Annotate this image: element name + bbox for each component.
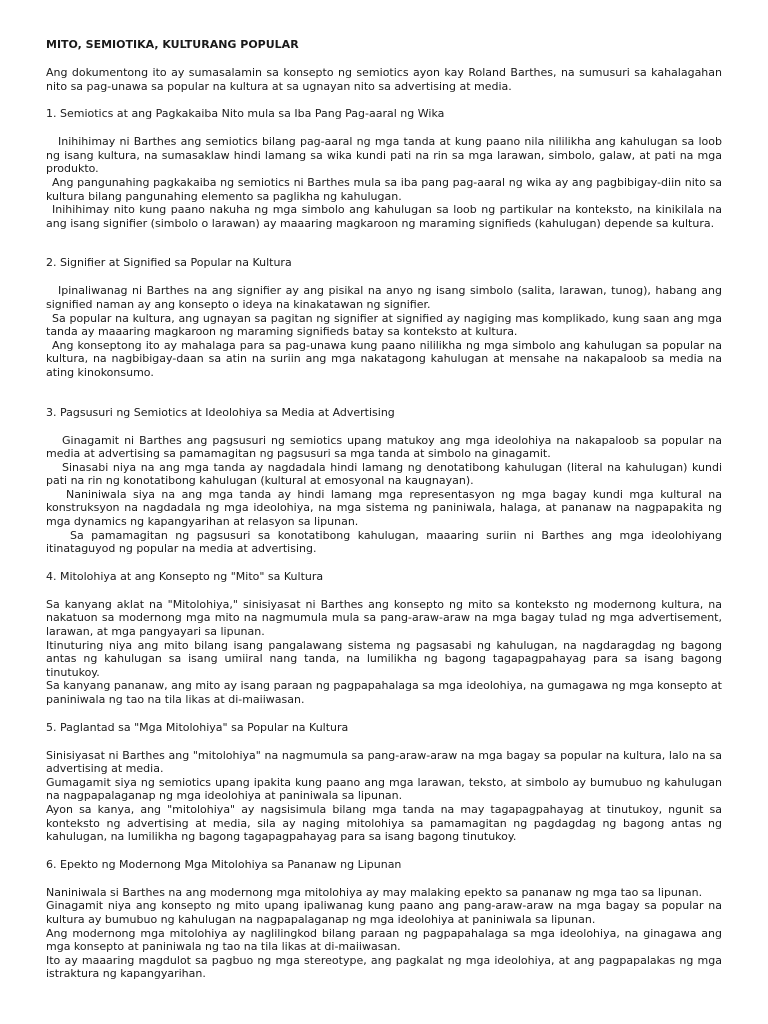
intro-paragraph: Ang dokumentong ito ay sumasalamin sa konsepto ng semiotics ayon kay Roland Barthes, na sumusuri sa kahalagahan nito sa pag-unawa sa popular na kultura at sa ugnayan nito sa advertising at media. [46,66,722,93]
section-3-paragraph-1: Ginagamit ni Barthes ang pagsusuri ng semiotics upang matukoy ang mga ideolohiya na nakapaloob sa popular na media at advertising sa pamamagitan ng pagsusuri sa mga tanda at simbolo na ginagamit. [46,433,722,461]
section-1-paragraph-2: Ang pangunahing pagkakaiba ng semiotics ni Barthes mula sa iba pang pag-aaral ng wika ay ang pagbibigay-diin nito sa kultura bilang pangunahing elemento sa paglikha ng kahulugan. [46,175,722,203]
section-heading-4: 4. Mitolohiya at ang Konsepto ng "Mito" sa Kultura [46,569,324,583]
section-heading-5: 5. Paglantad sa "Mga Mitolohiya" sa Popular na Kultura [46,720,349,734]
section-4-paragraph-3: Sa kanyang pananaw, ang mito ay isang paraan ng pagpapahalaga sa mga ideolohiya, na gumagawa ng mga konsepto at paniniwala ng tao na tila likas at di-maiiwasan. [46,679,722,706]
section-1-paragraph-3: Inihihimay nito kung paano nakuha ng mga simbolo ang kahulugan sa loob ng partikular na konteksto, na kinikilala na ang isang signifier (simbolo o larawan) ay maaaring magkaroon ng maraming signifieds (kahulugan) depende sa kultura. [46,203,722,230]
section-2-paragraph-3: Ang konseptong ito ay mahalaga para sa pag-unawa kung paano nililikha ng mga simbolo ang kahulugan sa popular na kultura, na nagbibigay-daan sa atin na suriin ang mga nakatagong kahulugan at mensahe na nakapaloob sa media na ating kinokonsumo. [46,338,722,379]
section-4-paragraph-1: Sa kanyang aklat na "Mitolohiya," sinisiyasat ni Barthes ang konsepto ng mito sa konteksto ng modernong kultura, na nakatuon sa modernong mga mito na nagmumula mula sa pang-araw-araw na mga bagay tulad ng mga advertisement, larawan, at mga pangyayari sa lipunan. [46,597,722,639]
section-3-paragraph-4: Sa pamamagitan ng pagsusuri sa konotatibong kahulugan, maaaring suriin ni Barthes ang mga ideolohiyang itinataguyod ng popular na media at advertising. [46,528,722,556]
section-5-paragraph-1: Sinisiyasat ni Barthes ang "mitolohiya" na nagmumula sa pang-araw-araw na mga bagay sa popular na kultura, lalo na sa advertising at media. [46,748,722,776]
section-heading-3: 3. Pagsusuri ng Semiotics at Ideolohiya sa Media at Advertising [46,405,395,419]
document-title: MITO, SEMIOTIKA, KULTURANG POPULAR [46,38,299,51]
section-6-paragraph-3: Ang modernong mga mitolohiya ay naglilingkod bilang paraan ng pagpapahalaga sa mga ideolohiya, na ginagawa ang mga konsepto at paniniwala ng tao na tila likas at di-maiiwasan. [46,926,722,954]
section-3-paragraph-3: Naniniwala siya na ang mga tanda ay hindi lamang mga representasyon ng mga bagay kundi mga kultural na konstruksyon na nagdadala ng mga ideolohiya, na mga sistema ng paniniwala, halaga, at pananaw na nagpapakita ng mga dynamics ng kapangyarihan at relasyon sa lipunan. [46,487,722,529]
section-4-paragraph-2: Itinuturing niya ang mito bilang isang pangalawang sistema ng pagsasabi ng kahulugan, na nagdaragdag ng bagong antas ng kahulugan sa isang umiiral nang tanda, na lumilikha ng bagong tagapagpahayag para sa isang bagong tinutukoy. [46,638,722,679]
section-2-paragraph-2: Sa popular na kultura, ang ugnayan sa pagitan ng signifier at signified ay nagiging mas komplikado, kung saan ang mga tanda ay maaaring magkaroon ng maraming signifieds batay sa konteksto at kultura. [46,311,722,339]
section-1-paragraph-1: Inihihimay ni Barthes ang semiotics bilang pag-aaral ng mga tanda at kung paano nila nililikha ang kahulugan sa loob ng isang kultura, na sumasaklaw hindi lamang sa wika kundi pati na rin sa mga larawan, simbolo, galaw, at pati na mga produkto. [46,135,722,176]
section-6-paragraph-2: Ginagamit niya ang konsepto ng mito upang ipaliwanag kung paano ang pang-araw-araw na mga bagay sa popular na kultura ay bumubuo ng kahulugan na nagpapalaganap ng mga ideolohiya at paniniwala sa lipunan. [46,899,722,926]
section-5-paragraph-2: Gumagamit siya ng semiotics upang ipakita kung paano ang mga larawan, teksto, at simbolo ay bumubuo ng kahulugan na nagpapalaganap ng mga ideolohiya at paniniwala sa lipunan. [46,775,722,803]
section-heading-2: 2. Signifier at Signified sa Popular na Kultura [46,256,292,270]
section-6-paragraph-4: Ito ay maaaring magdulot sa pagbuo ng mga stereotype, ang pagkalat ng mga ideolohiya, at ang pagpapalakas ng mga istraktura ng kapangyarihan. [46,953,722,981]
section-6-paragraph-1: Naniniwala si Barthes na ang modernong mga mitolohiya ay may malaking epekto sa pananaw ng mga tao sa lipunan. [46,885,703,899]
section-3-paragraph-2: Sinasabi niya na ang mga tanda ay nagdadala hindi lamang ng denotatibong kahulugan (literal na kahulugan) kundi pati na rin ng konotatibong kahulugan (kultural at emosyonal na kaugnayan). [46,460,722,488]
section-2-paragraph-1: Ipinaliwanag ni Barthes na ang signifier ay ang pisikal na anyo ng isang simbolo (salita, larawan, tunog), habang ang signified naman ay ang konsepto o ideya na kinakatawan ng signifier. [46,284,722,311]
section-heading-6: 6. Epekto ng Modernong Mga Mitolohiya sa Pananaw ng Lipunan [46,857,402,871]
section-5-paragraph-3: Ayon sa kanya, ang "mitolohiya" ay nagsisimula bilang mga tanda na may tagapagpahayag at tinutukoy, ngunit sa konteksto ng advertising at media, sila ay naging mitolohiya sa pamamagitan ng pagdagdag ng bagong antas ng kahulugan, na lumilikha ng bagong tagapagpahayag para sa isang bagong tinutukoy. [46,802,722,844]
section-heading-1: 1. Semiotics at ang Pagkakaiba Nito mula sa Iba Pang Pag-aaral ng Wika [46,107,445,121]
